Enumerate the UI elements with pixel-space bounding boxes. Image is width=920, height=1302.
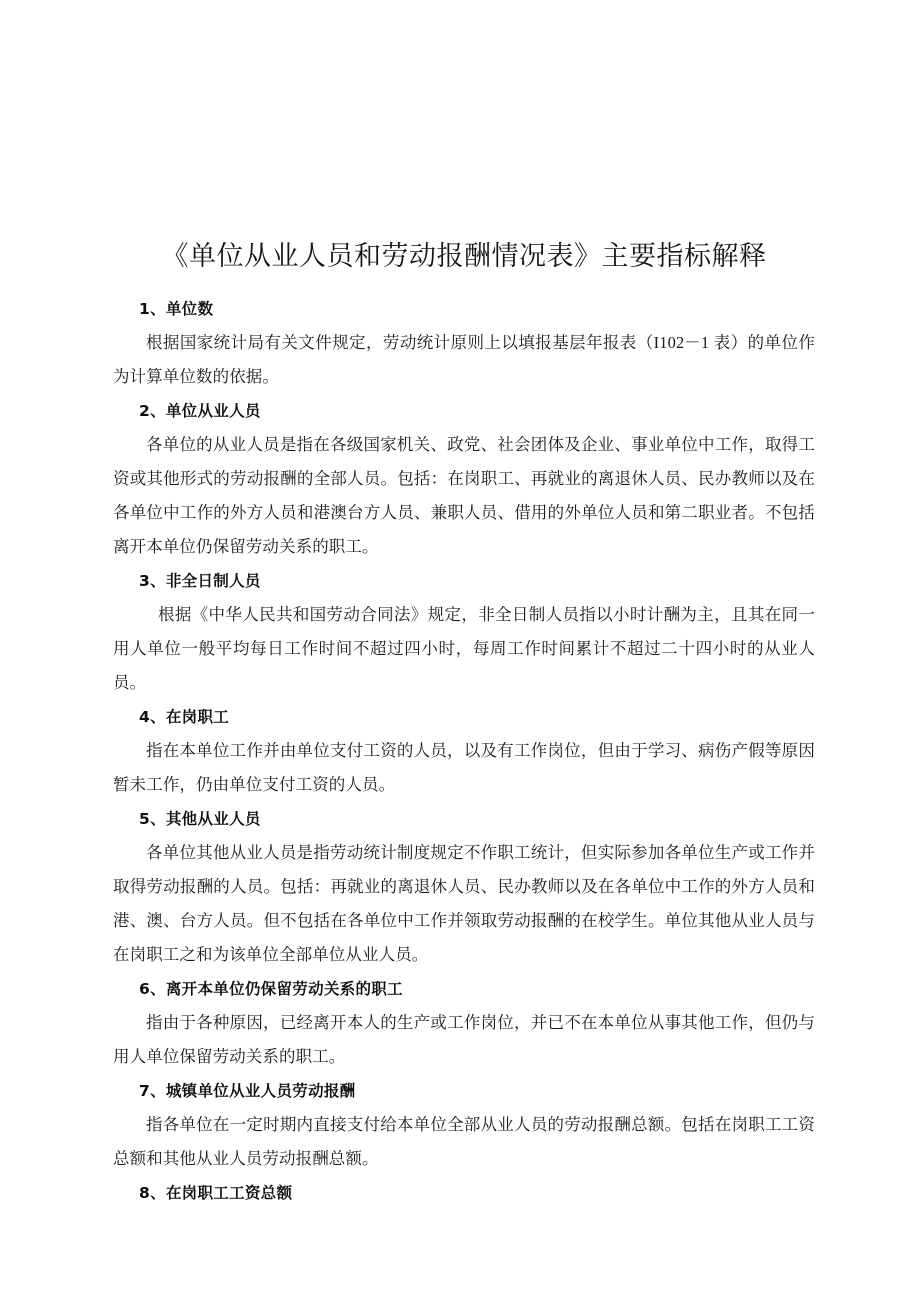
section-2 <box>113 394 815 564</box>
section-body-7: 指各单位在一定时期内直接支付给本单位全部从业人员的劳动报酬总额。包括在岗职工工资总额和其他从业人员劳动报酬总额。 <box>113 1115 815 1168</box>
document-content <box>113 236 815 1210</box>
section-7 <box>113 1074 815 1176</box>
section-4 <box>113 700 815 802</box>
page-title: 《单位从业人员和劳动报酬情况表》主要指标解释 <box>161 241 767 271</box>
section-heading-5: 5、其他从业人员 <box>139 810 261 828</box>
section-body-6: 指由于各种原因，已经离开本人的生产或工作岗位，并已不在本单位从事其他工作，但仍与用人单位保留劳动关系的职工。 <box>113 1013 815 1066</box>
section-body-4: 指在本单位工作并由单位支付工资的人员，以及有工作岗位，但由于学习、病伤产假等原因暂未工作，仍由单位支付工资的人员。 <box>113 741 815 794</box>
section-heading-4: 4、在岗职工 <box>139 708 230 726</box>
section-heading-8: 8、在岗职工工资总额 <box>139 1184 293 1202</box>
section-body-1: 根据国家统计局有关文件规定，劳动统计原则上以填报基层年报表（I102－1 表）的单位作为计算单位数的依据。 <box>113 333 815 386</box>
page-top-margin <box>0 0 920 236</box>
section-heading-6: 6、离开本单位仍保留劳动关系的职工 <box>139 980 403 998</box>
section-body-5: 各单位其他从业人员是指劳动统计制度规定不作职工统计，但实际参加各单位生产或工作并取得劳动报酬的人员。包括：再就业的离退休人员、民办教师以及在各单位中工作的外方人员和港、澳、台方人员。但不包括在各单位中工作并领取劳动报酬的在校学生。单位其他从业人员与在岗职工之和为该单位全部单位从业人员。 <box>113 843 815 964</box>
section-heading-1: 1、单位数 <box>139 300 214 318</box>
section-body-3: 根据《中华人民共和国劳动合同法》规定，非全日制人员指以小时计酬为主，且其在同一用人单位一般平均每日工作时间不超过四小时，每周工作时间累计不超过二十四小时的从业人员。 <box>113 605 815 692</box>
section-5 <box>113 802 815 972</box>
section-1 <box>113 292 815 394</box>
section-3 <box>113 564 815 700</box>
section-heading-2: 2、单位从业人员 <box>139 402 261 420</box>
section-heading-3: 3、非全日制人员 <box>139 572 261 590</box>
section-6 <box>113 972 815 1074</box>
section-8 <box>113 1176 815 1210</box>
section-body-2: 各单位的从业人员是指在各级国家机关、政党、社会团体及企业、事业单位中工作，取得工资或其他形式的劳动报酬的全部人员。包括：在岗职工、再就业的离退休人员、民办教师以及在各单位中工作的外方人员和港澳台方人员、兼职人员、借用的外单位人员和第二职业者。不包括离开本单位仍保留劳动关系的职工。 <box>113 435 815 556</box>
section-heading-7: 7、城镇单位从业人员劳动报酬 <box>139 1082 356 1100</box>
